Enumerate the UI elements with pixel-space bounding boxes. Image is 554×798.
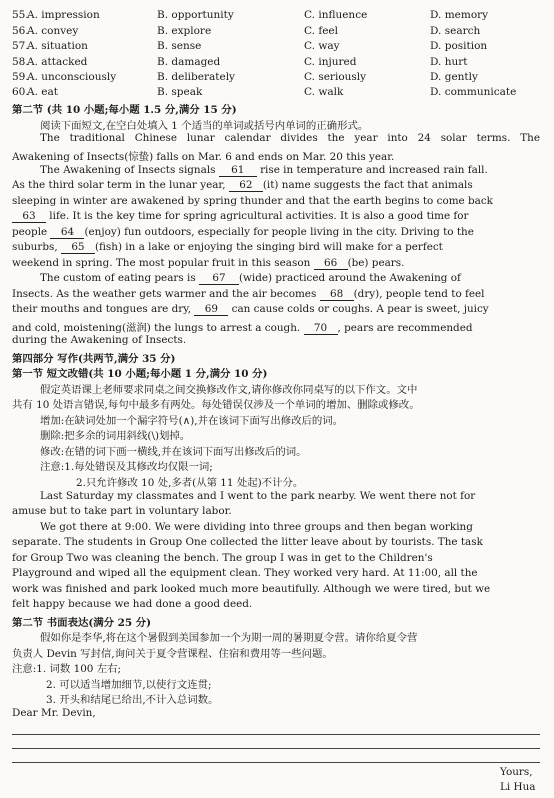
passage-line: 63 life. It is the key time for spring agricultural activities. It is also a good time for xyxy=(12,210,468,223)
option-c[interactable]: C. feel xyxy=(304,25,339,37)
blank-68[interactable]: 68 xyxy=(320,288,354,301)
passage-line: weekend in spring. The most popular fruit in this season 66 (be) pears. xyxy=(12,257,405,269)
essay-line: We got there at 9:00. We were dividing into three groups and then began working xyxy=(40,521,473,533)
question-number: 56. xyxy=(12,25,29,37)
instruction-line: 2.只允许修改 10 处,多者(从第 11 处起)不计分。 xyxy=(76,477,304,489)
option-d[interactable]: D. hurt xyxy=(430,56,468,68)
blank-70[interactable]: 70 xyxy=(304,322,338,335)
blank-61[interactable]: 61 xyxy=(219,164,257,177)
blank-66[interactable]: 66 xyxy=(314,257,348,270)
passage-line: The custom of eating pears is 67 (wide) practiced around the Awakening of xyxy=(40,272,461,284)
essay-line: Playground and wiped all the equipment clean. They worked very hard. At 11:00, all the xyxy=(12,567,478,579)
passage-line: The traditional Chinese lunar calendar divides the year into 24 solar terms. The xyxy=(40,132,540,144)
option-c[interactable]: C. influence xyxy=(304,9,368,21)
passage-line: suburbs, 65 (fish) in a lake or enjoying the singing bird will make for a perfect xyxy=(12,241,443,253)
section-heading: 第二节 (共 10 小题;每小题 1.5 分,满分 15 分) xyxy=(12,104,237,116)
essay-line: for Group Two was cleaning the bench. The group I was in get to the Children's xyxy=(12,552,433,564)
instruction-line: 2. 可以适当增加细节,以使行文连贯; xyxy=(46,679,212,691)
option-a[interactable]: A. situation xyxy=(27,40,88,52)
option-d[interactable]: D. gently xyxy=(430,71,478,83)
instruction-line: 共有 10 处语言错误,每句中最多有两处。每处错误仅涉及一个单词的增加、删除或修改。 xyxy=(12,399,420,411)
option-b[interactable]: B. speak xyxy=(157,86,203,98)
option-b[interactable]: B. opportunity xyxy=(157,9,234,21)
essay-line: Last Saturday my classmates and I went to the park nearby. We went there not for xyxy=(40,490,476,502)
section-instruction: 阅读下面短文,在空白处填入 1 个适当的单词或括号内单词的正确形式。 xyxy=(40,120,369,132)
option-c[interactable]: C. injured xyxy=(304,56,357,68)
section-heading: 第一节 短文改错(共 10 小题;每小题 1 分,满分 10 分) xyxy=(12,368,268,380)
option-d[interactable]: D. communicate xyxy=(430,86,517,98)
option-c[interactable]: C. way xyxy=(304,40,340,52)
blank-65[interactable]: 65 xyxy=(61,241,95,254)
instruction-line: 注意:1. 词数 100 左右; xyxy=(12,663,121,675)
letter-signature: Li Hua xyxy=(500,781,536,793)
answer-line[interactable] xyxy=(12,734,540,735)
section-heading: 第二节 书面表达(满分 25 分) xyxy=(12,617,152,629)
blank-63[interactable]: 63 xyxy=(12,210,46,223)
passage-line: sleeping in winter are awakened by spring thunder and that the earth begins to come back xyxy=(12,195,493,207)
blank-62[interactable]: 62 xyxy=(229,179,263,192)
instruction-line: 负责人 Devin 写封信,询问关于夏令营课程、住宿和费用等一些问题。 xyxy=(12,648,333,660)
question-number: 55. xyxy=(12,9,29,21)
passage-line: As the third solar term in the lunar year, 62 (it) name suggests the fact that animals xyxy=(12,179,473,191)
answer-line[interactable] xyxy=(12,748,540,749)
option-a[interactable]: A. unconsciously xyxy=(27,71,117,83)
option-c[interactable]: C. walk xyxy=(304,86,344,98)
answer-line[interactable] xyxy=(12,762,540,763)
option-a[interactable]: A. convey xyxy=(27,25,79,37)
instruction-line: 删除:把多余的词用斜线(\)划掉。 xyxy=(40,430,191,442)
instruction-line: 3. 开头和结尾已给出,不计入总词数。 xyxy=(46,694,219,706)
instruction-line: 假如你是李华,将在这个暑假到美国参加一个为期一周的暑期夏令营。请你给夏令营 xyxy=(40,632,418,644)
letter-closing: Yours, xyxy=(500,766,533,778)
option-a[interactable]: A. eat xyxy=(27,86,58,98)
passage-line: The Awakening of Insects signals 61 rise in temperature and increased rain fall. xyxy=(40,164,488,176)
question-number: 58. xyxy=(12,56,29,68)
essay-line: work was finished and park looked much more beautifully. Although we were tired, but we xyxy=(12,583,491,595)
passage-line: during the Awakening of Insects. xyxy=(12,334,187,346)
part-heading: 第四部分 写作(共两节,满分 35 分) xyxy=(12,353,176,365)
blank-64[interactable]: 64 xyxy=(50,226,84,239)
option-d[interactable]: D. memory xyxy=(430,9,489,21)
option-b[interactable]: B. sense xyxy=(157,40,202,52)
blank-67[interactable]: 67 xyxy=(199,272,239,285)
option-c[interactable]: C. seriously xyxy=(304,71,367,83)
option-d[interactable]: D. search xyxy=(430,25,481,37)
essay-line: separate. The students in Group One collected the litter leave about by tourists. The task xyxy=(12,536,483,548)
passage-line: their mouths and tongues are dry, 69 can cause colds or coughs. A pear is sweet, juicy xyxy=(12,303,489,315)
instruction-line: 注意:1.每处错误及其修改均仅限一词; xyxy=(40,461,213,473)
question-number: 57. xyxy=(12,40,29,52)
instruction-line: 假定英语课上老师要求同桌之间交换修改作文,请你修改你同桌写的以下作文。文中 xyxy=(40,384,418,396)
instruction-line: 修改:在错的词下画一横线,并在该词下面写出修改后的词。 xyxy=(40,446,307,458)
question-number: 60. xyxy=(12,86,29,98)
instruction-line: 增加:在缺词处加一个漏字符号(∧),并在该词下面写出修改后的词。 xyxy=(40,415,344,427)
passage-line: Awakening of Insects(惊蛰) falls on Mar. 6 and ends on Mar. 20 this year. xyxy=(12,151,395,163)
option-d[interactable]: D. position xyxy=(430,40,488,52)
option-a[interactable]: A. attacked xyxy=(27,56,88,68)
option-b[interactable]: B. explore xyxy=(157,25,212,37)
passage-line: Insects. As the weather gets warmer and the air becomes 68 (dry), people tend to feel xyxy=(12,288,485,300)
blank-69[interactable]: 69 xyxy=(194,303,228,316)
option-b[interactable]: B. deliberately xyxy=(157,71,235,83)
option-b[interactable]: B. damaged xyxy=(157,56,221,68)
passage-line: people 64 (enjoy) fun outdoors, especially for people living in the city. Driving to the xyxy=(12,226,474,238)
passage-line: and cold, moistening(滋润) the lungs to arrest a cough. 70 , pears are recommended xyxy=(12,322,473,334)
essay-line: felt happy because we had done a good deed. xyxy=(12,598,253,610)
option-a[interactable]: A. impression xyxy=(27,9,100,21)
question-number: 59. xyxy=(12,71,29,83)
letter-greeting: Dear Mr. Devin, xyxy=(12,707,96,719)
essay-line: amuse but to take part in voluntary labor. xyxy=(12,505,232,517)
